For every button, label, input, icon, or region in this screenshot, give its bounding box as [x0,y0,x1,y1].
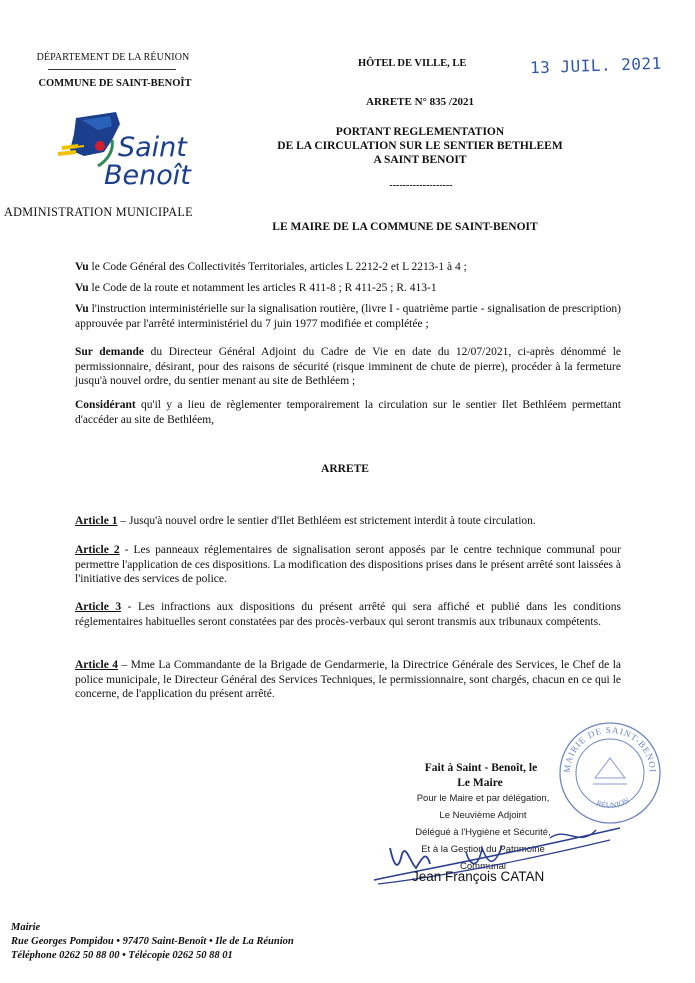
vu-lead: Vu [75,282,89,294]
vu-clause [75,281,621,296]
delegation-line: Pour le Maire et par délégation, [416,793,550,804]
footer-mairie: Mairie [11,922,41,933]
saint-benoit-logo [54,110,194,192]
hotel-de-ville-label: HÔTEL DE VILLE, LE [358,58,467,69]
considerant-clause [75,398,621,427]
subject-line: PORTANT REGLEMENTATION [335,126,505,138]
delegation-line: Délégué à l'Hygiène et Sécurité, [415,827,551,838]
vu-text: le Code de la route et notamment les articles R 411-8 ; R 411-25 ; R. 413-1 [88,282,437,294]
logo-text-saint: Saint [118,132,187,163]
subject-line: A SAINT BENOIT [373,154,467,166]
article-text: – Mme La Commandante de la Brigade de Gendarmerie, la Directrice Générale des Services, le Chef de la police municipale, le Directeur Général des Services Techniques, le permissionnaire, sont chargés, chacun en ce qui le concerne, de l'application du présent arrêté. [75,659,622,700]
vu-clause [75,302,621,331]
commune-label: COMMUNE DE SAINT-BENOÎT [38,78,192,89]
article-label: Article 1 [75,515,118,527]
demande-clause [75,345,621,389]
vu-lead: Vu [75,303,89,315]
delegation-line: Et à la Gestion du Patrimoine Communal [421,844,545,872]
footer-address: Rue Georges Pompidou • 97470 Saint-Benoît • Ile de La Réunion [11,936,294,947]
delegation-line: Le Neuvième Adjoint [439,810,527,821]
vu-text: l'instruction interministérielle sur la signalisation routière, (livre I - quatrième partie - signalisation de prescription) approuvée par l'arrêté interministériel du 7 juin 1977 modifiée et complétée ; [75,303,621,330]
seal-icon [555,718,665,828]
subject-line: DE LA CIRCULATION SUR LE SENTIER BETHLEEM [277,140,563,152]
municipal-seal [555,718,665,828]
arrete-number: ARRETE N° 835 /2021 [366,96,474,108]
article-3 [75,600,621,629]
fait-a-label: Fait à Saint - Benoît, le [424,762,538,774]
article-text: - Les infractions aux dispositions du présent arrêté qui sera affiché et publié dans les conditions réglementaires habituelles seront constatées par des procès-verbaux qui seront transmis aux tribunaux compétents. [75,601,622,628]
logo-text-benoit: Benoît [104,160,191,191]
article-2 [75,543,621,587]
vu-lead: Vu [75,261,89,273]
article-text: – Jusqu'à nouvel ordre le sentier d'Ilet Bethléem est strictement interdit à toute circulation. [117,515,536,527]
article-4 [75,658,621,702]
vu-text: le Code Général des Collectivités Territoriales, articles L 2212-2 et L 2213-1 à 4 ; [88,261,467,273]
seal-bottom-text: RÉUNION [595,795,632,811]
demande-text: du Directeur Général Adjoint du Cadre de Vie en date du 12/07/2021, ci-après dénommé le permissionnaire, désirant, pour des raisons de sécurité (risque imminent de chute de pierre), procéder à la fermeture jusqu'à nouvel ordre, du sentier menant au site de Bethléem ; [75,346,621,387]
footer-phone: Téléphone 0262 50 88 00 • Télécopie 0262 50 88 01 [11,950,233,961]
subject-separator: ------------------- [389,180,453,191]
article-label: Article 2 [75,544,120,556]
date-stamp: 13 JUIL. 2021 [529,53,663,78]
arrete-heading: ARRETE [321,463,369,475]
authority-heading: LE MAIRE DE LA COMMUNE DE SAINT-BENOIT [272,221,538,233]
svg-text:RÉUNION [595,795,631,810]
seal-text: MAIRIE DE SAINT-BENOI [561,724,659,774]
subject-heading [270,125,570,167]
article-label: Article 4 [75,659,119,671]
article-text: - Les panneaux réglementaires de signalisation seront apposés par le centre technique communal pour permettre l'application de ces dispositions. La modification des dispositions prises dans le présent arrêté sont laissées à l'initiative des services de police. [75,544,621,585]
considerant-text: qu'il y a lieu de règlementer temporairement la circulation sur le sentier Ilet Bethléem permettant d'accéder au site de Bethléem, [75,399,621,426]
article-label: Article 3 [75,601,122,613]
demande-lead: Sur demande [75,346,145,358]
vu-clause [75,260,621,275]
considerant-lead: Considérant [75,399,136,411]
administration-label: ADMINISTRATION MUNICIPALE [4,205,193,219]
department-divider [48,69,176,70]
signer-name: Jean François CATAN [412,869,545,884]
article-1 [75,514,621,529]
le-maire-label: Le Maire [457,777,503,789]
department-label: DÉPARTEMENT DE LA RÉUNION [36,52,190,63]
